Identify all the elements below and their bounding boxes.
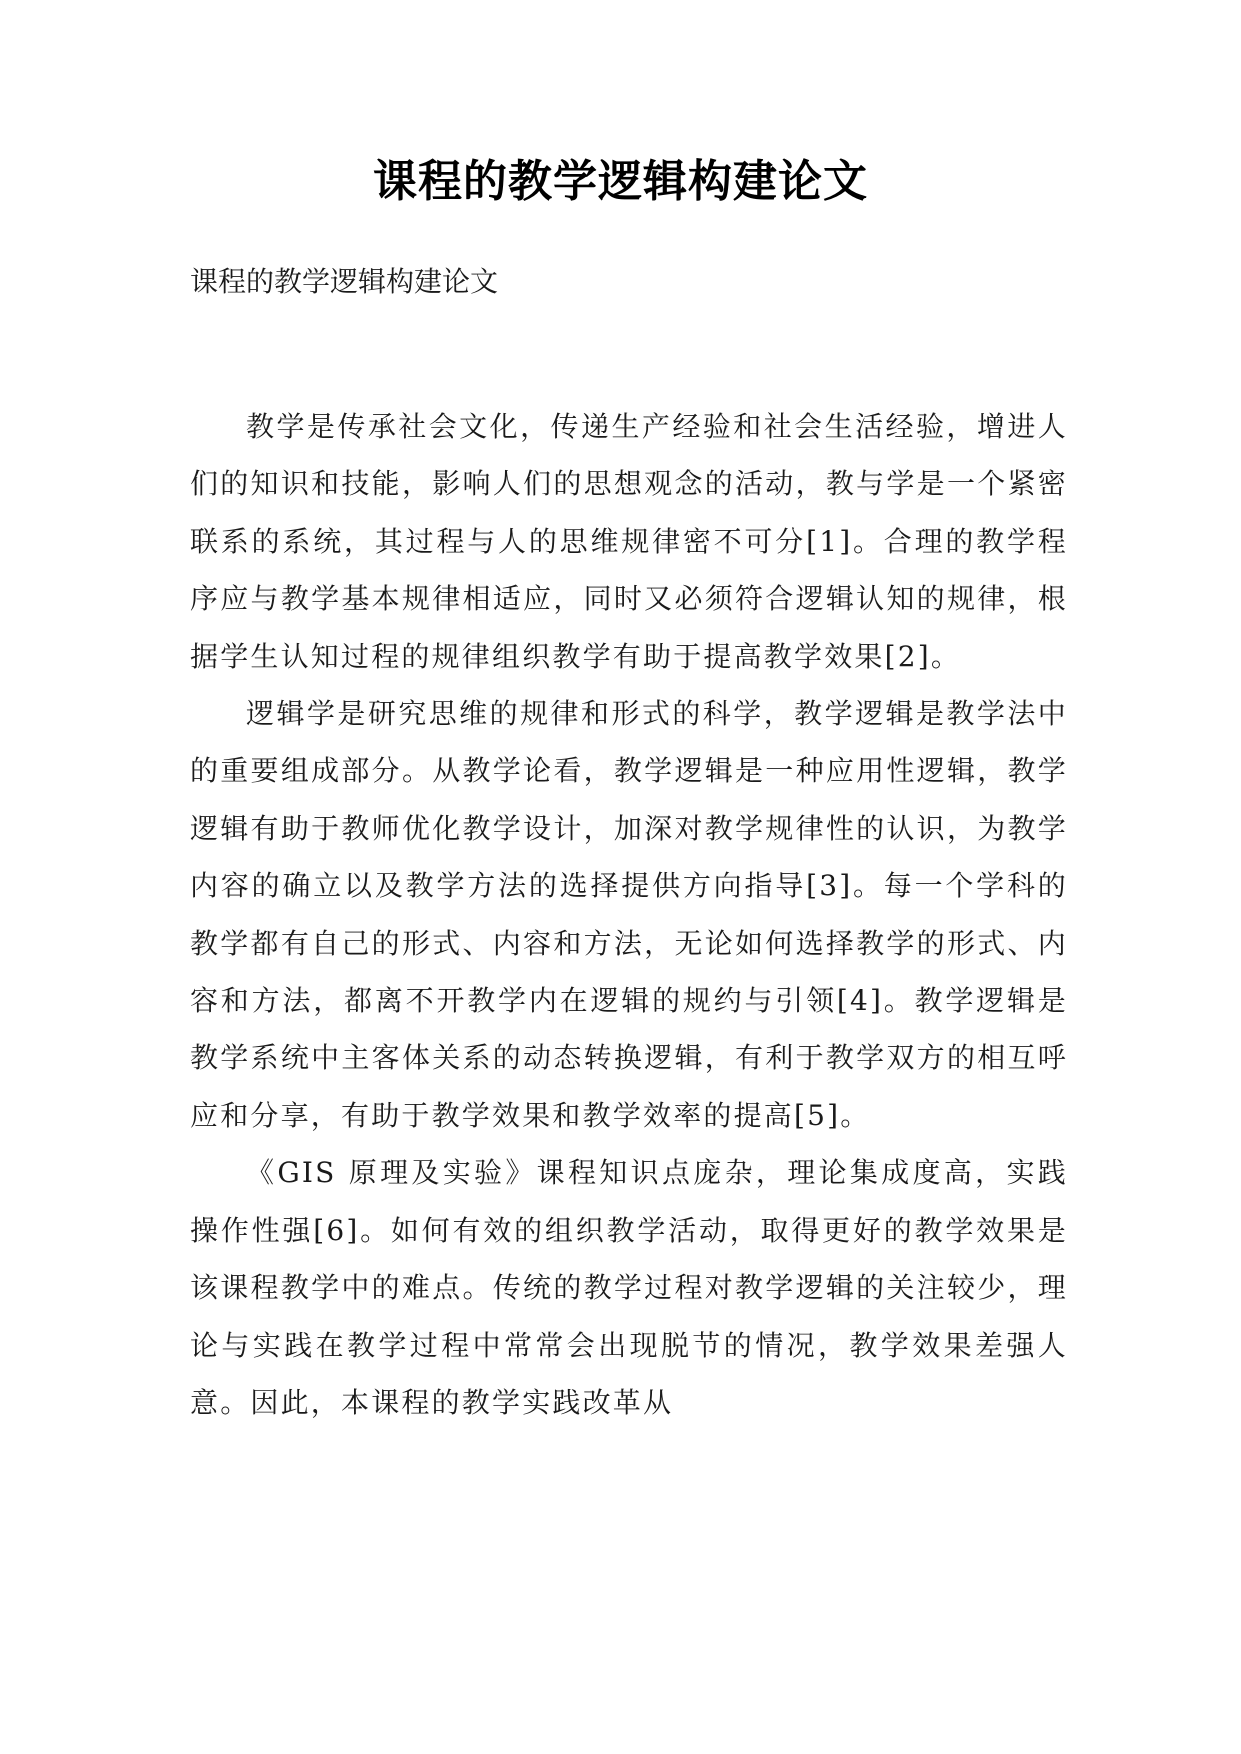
paragraph-1: 教学是传承社会文化，传递生产经验和社会生活经验，增进人们的知识和技能，影响人们的思想观念的活动，教与学是一个紧密联系的系统，其过程与人的思维规律密不可分[1]。合理的教学程序应与教学基本规律相适应，同时又必须符合逻辑认知的规律，根据学生认知过程的规律组织教学有助于提高教学效果[2]。 <box>190 410 1068 673</box>
paragraph-3: 《GIS 原理及实验》课程知识点庞杂，理论集成度高，实践操作性强[6]。如何有效的组织教学活动，取得更好的教学效果是该课程教学中的难点。传统的教学过程对教学逻辑的关注较少，理论与实践在教学过程中常常会出现脱节的情况，教学效果差强人意。因此，本课程的教学实践改革从 <box>190 1156 1068 1419</box>
document-body <box>190 398 1068 1431</box>
paragraph-2: 逻辑学是研究思维的规律和形式的科学，教学逻辑是教学法中的重要组成部分。从教学论看，教学逻辑是一种应用性逻辑，教学逻辑有助于教师优化教学设计，加深对教学规律性的认识，为教学内容的确立以及教学方法的选择提供方向指导[3]。每一个学科的教学都有自己的形式、内容和方法，无论如何选择教学的形式、内容和方法，都离不开教学内在逻辑的规约与引领[4]。教学逻辑是教学系统中主客体关系的动态转换逻辑，有利于教学双方的相互呼应和分享，有助于教学效果和教学效率的提高[5]。 <box>190 697 1068 1132</box>
document-title: 课程的教学逻辑构建论文 <box>373 156 868 207</box>
document-subtitle: 课程的教学逻辑构建论文 <box>190 265 499 298</box>
